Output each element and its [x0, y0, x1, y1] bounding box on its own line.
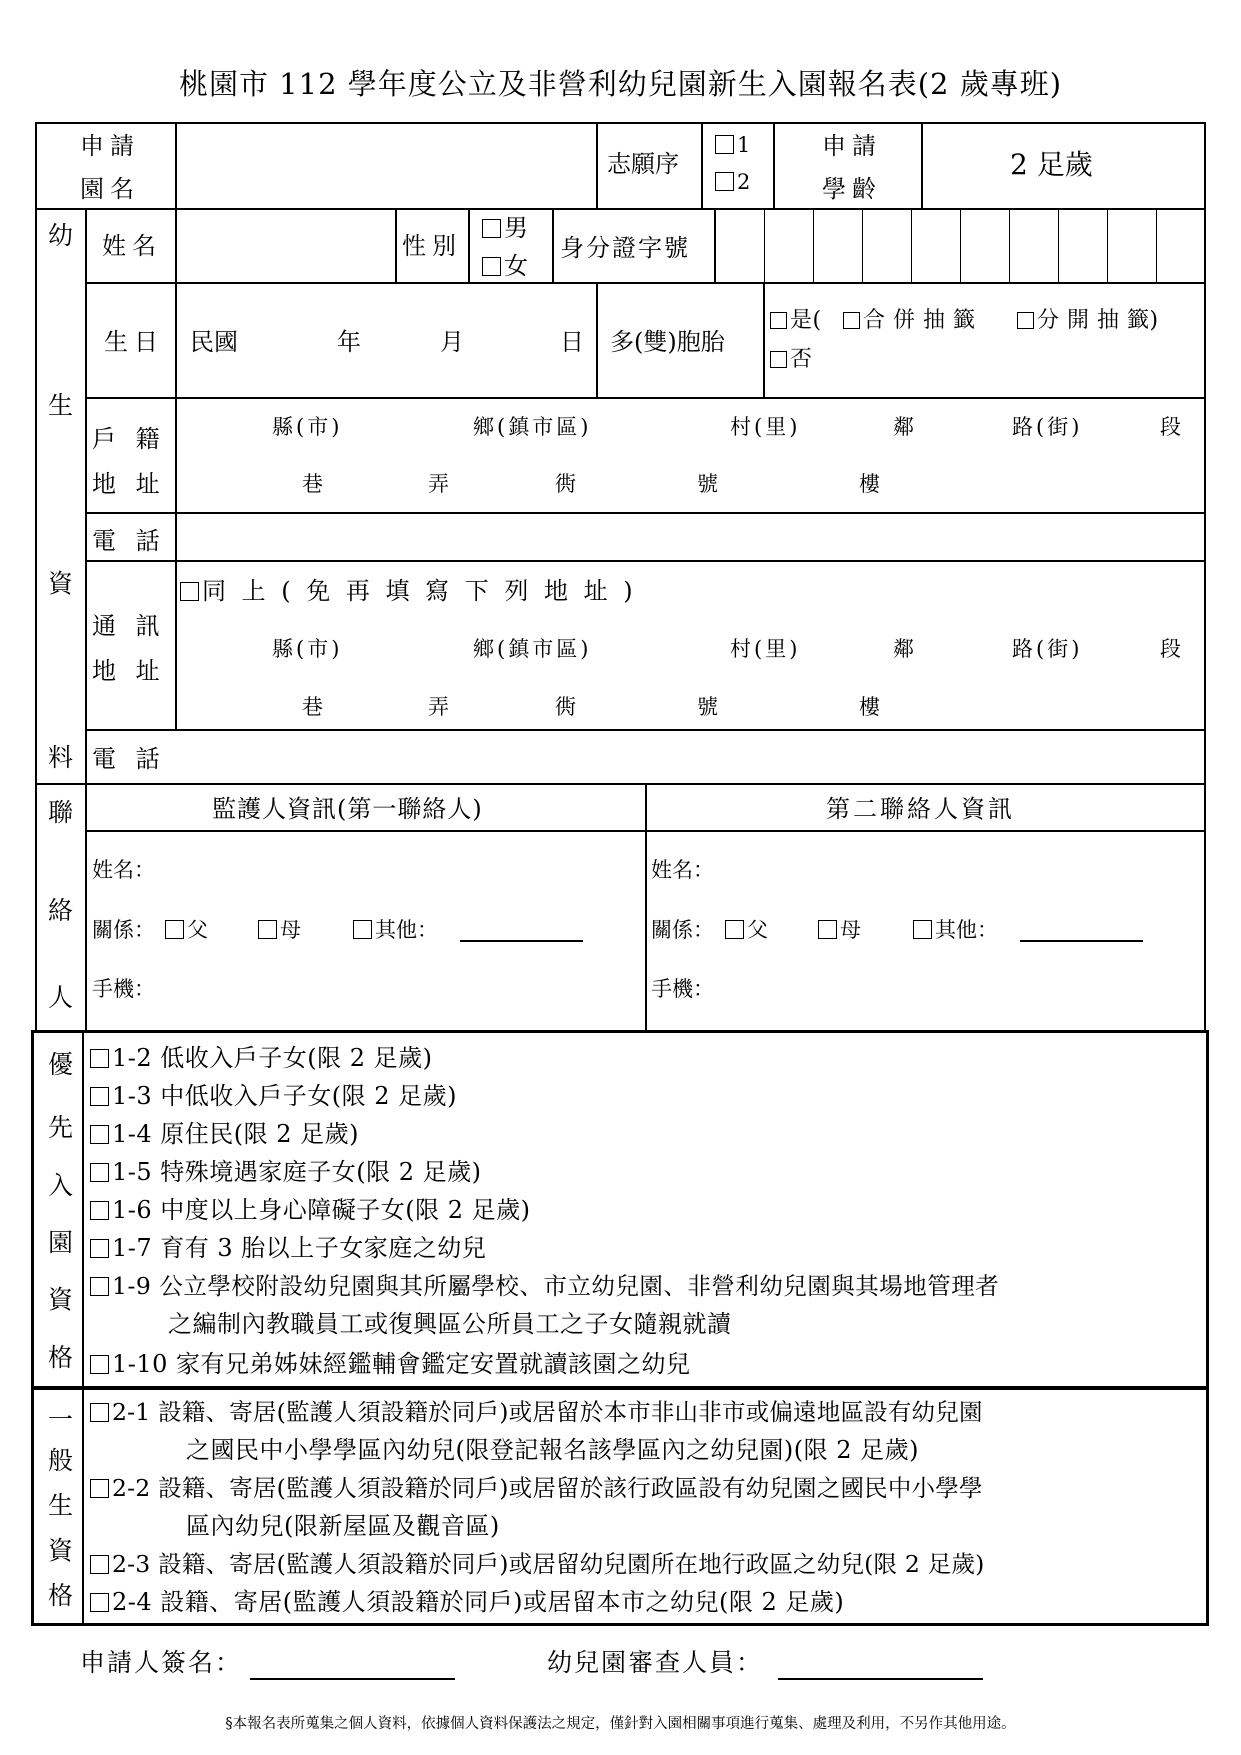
priority-section-char: 入 [48, 1171, 74, 1200]
checkbox-icon [90, 1403, 109, 1422]
checkbox-icon [258, 920, 277, 939]
checkbox-icon [353, 920, 372, 939]
general-item[interactable]: 2-4 設籍、寄居(監護人須設籍於同戶)或居留本市之幼兒(限 2 足歲) [90, 1588, 844, 1617]
second-name-field[interactable] [710, 852, 1190, 884]
twins-option-merge[interactable]: 合 併 抽 籤 [843, 308, 975, 334]
second-contact-header: 第二聯絡人資訊 [826, 795, 1015, 823]
household-address-label: 戶 籍 [92, 425, 166, 453]
kindergarten-name-field[interactable] [177, 124, 595, 208]
checkbox-icon [90, 1049, 109, 1068]
phone-field-2[interactable] [177, 731, 1203, 781]
checkbox-icon [90, 1125, 109, 1144]
age-value: 2 足歲 [1010, 148, 1093, 181]
child-section-char: 生 [48, 391, 74, 420]
birthday-era: 民國 [190, 328, 238, 356]
general-section-char: 生 [48, 1491, 74, 1520]
priority-item[interactable]: 1-9 公立學校附設幼兒園與其所屬學校、市立幼兒園、非營利幼兒園與其場地管理者 [90, 1272, 999, 1300]
guardian-relation-label: 關係： [92, 918, 155, 942]
child-section-char: 資 [48, 569, 74, 598]
applicant-signature-label: 申請人簽名： [80, 1648, 243, 1677]
checkbox-icon [90, 1239, 109, 1258]
checkbox-icon [90, 1355, 109, 1374]
gender-option-male[interactable]: 男 [482, 214, 528, 243]
general-section-char: 一 [48, 1405, 74, 1434]
checkbox-icon [818, 920, 837, 939]
age-label: 申請 [822, 132, 882, 160]
birthday-label: 生日 [104, 328, 164, 356]
age-label-2: 學齡 [822, 175, 882, 203]
form-title: 桃園市 112 學年度公立及非營利幼兒園新生入園報名表(2 歲專班) [178, 67, 1063, 101]
priority-item[interactable]: 1-4 原住民(限 2 足歲) [90, 1120, 359, 1149]
twins-option-no[interactable]: 否 [770, 347, 813, 373]
priority-item[interactable]: 1-5 特殊境遇家庭子女(限 2 足歲) [90, 1158, 482, 1187]
birthday-day[interactable]: 日 [560, 328, 584, 356]
apply-label: 申請 [80, 132, 140, 160]
checkbox-icon [725, 920, 744, 939]
twins-option-separate[interactable]: 分 開 抽 籤) [1017, 308, 1159, 334]
twins-option-yes[interactable]: 是( [770, 308, 822, 334]
privacy-note: §本報名表所蒐集之個人資料，依據個人資料保護法之規定，僅針對入園相關事項進行蒐集、處理及利用，不另作其他用途。 [225, 1716, 1016, 1732]
phone-field[interactable] [177, 514, 1203, 559]
second-relation-mother[interactable]: 母 [818, 918, 861, 943]
guardian-relation-father[interactable]: 父 [165, 918, 208, 943]
reviewer-signature-line[interactable] [778, 1678, 983, 1680]
checkbox-icon [90, 1087, 109, 1106]
priority-item[interactable]: 1-6 中度以上身心障礙子女(限 2 足歲) [90, 1196, 531, 1225]
checkbox-icon [90, 1555, 109, 1574]
second-other-underline[interactable] [1020, 940, 1143, 942]
checkbox-icon [482, 257, 501, 276]
general-section-char: 般 [48, 1446, 74, 1475]
checkbox-icon [90, 1479, 109, 1498]
checkbox-icon [843, 312, 860, 329]
child-name-field[interactable] [177, 210, 394, 281]
checkbox-icon [482, 219, 501, 238]
priority-item[interactable]: 1-2 低收入戶子女(限 2 足歲) [90, 1044, 433, 1073]
general-section-char: 格 [48, 1581, 74, 1610]
priority-section-char: 資 [48, 1285, 74, 1314]
contacts-section-char: 人 [48, 983, 74, 1012]
child-section-char: 幼 [48, 221, 74, 250]
priority-section-char: 園 [48, 1228, 74, 1257]
same-as-above-checkbox[interactable]: 同 上 ( 免 再 填 寫 下 列 地 址 ) [180, 577, 637, 606]
mailing-address-label: 通 訊 [92, 612, 166, 640]
checkbox-icon [913, 920, 932, 939]
contacts-section-char: 聯 [48, 798, 74, 827]
general-item[interactable]: 2-3 設籍、寄居(監護人須設籍於同戶)或居留幼兒園所在地行政區之幼兒(限 2 足歲) [90, 1550, 984, 1578]
checkbox-icon [165, 920, 184, 939]
priority-item[interactable]: 1-3 中低收入戶子女(限 2 足歲) [90, 1082, 457, 1111]
checkbox-icon [180, 582, 199, 601]
checkbox-icon [715, 172, 734, 191]
checkbox-icon [90, 1201, 109, 1220]
guardian-relation-mother[interactable]: 母 [258, 918, 301, 943]
preference-option-1[interactable]: 1 [715, 133, 750, 158]
second-name-label: 姓名： [651, 858, 714, 882]
checkbox-icon [770, 312, 787, 329]
priority-item[interactable]: 1-7 育有 3 胎以上子女家庭之幼兒 [90, 1234, 486, 1263]
applicant-signature-line[interactable] [250, 1678, 455, 1680]
checkbox-icon [90, 1163, 109, 1182]
guardian-name-field[interactable] [150, 852, 630, 884]
kindergarten-name-label: 園名 [80, 175, 140, 203]
priority-section-char: 格 [48, 1343, 74, 1372]
priority-item-continuation: 之編制內教職員工或復興區公所員工之子女隨親就讀 [168, 1310, 732, 1338]
phone-label-2: 電 話 [92, 745, 166, 773]
checkbox-icon [770, 351, 787, 368]
checkbox-icon [715, 135, 734, 154]
second-relation-father[interactable]: 父 [725, 918, 768, 943]
general-item-continuation: 區內幼兒(限新屋區及觀音區) [186, 1512, 500, 1540]
guardian-other-underline[interactable] [460, 940, 583, 942]
guardian-mobile-label: 手機： [92, 977, 155, 1001]
second-mobile-field[interactable] [710, 970, 1190, 1002]
preference-label: 志願序 [607, 150, 679, 178]
guardian-mobile-field[interactable] [150, 970, 630, 1002]
twins-label: 多(雙)胞胎 [610, 328, 725, 356]
household-address-label-2: 地 址 [92, 470, 166, 498]
mailing-address-label-2: 地 址 [92, 657, 166, 685]
birthday-month[interactable]: 月 [440, 328, 464, 356]
gender-label: 性別 [402, 232, 462, 260]
child-section-char: 料 [48, 743, 74, 772]
general-item[interactable]: 2-1 設籍、寄居(監護人須設籍於同戶)或居留於本市非山非市或偏遠地區設有幼兒園 [90, 1398, 983, 1426]
general-item-continuation: 之國民中小學學區內幼兒(限登記報名該學區內之幼兒園)(限 2 足歲) [186, 1436, 919, 1464]
checkbox-icon [1017, 312, 1034, 329]
priority-section-char: 先 [48, 1113, 74, 1142]
birthday-year[interactable]: 年 [337, 328, 361, 356]
priority-item[interactable]: 1-10 家有兄弟姊妹經鑑輔會鑑定安置就讀該園之幼兒 [90, 1350, 691, 1379]
general-section-char: 資 [48, 1536, 74, 1565]
guardian-header: 監護人資訊(第一聯絡人) [212, 795, 483, 823]
second-relation-label: 關係： [651, 918, 714, 942]
phone-label: 電 話 [92, 527, 166, 555]
second-mobile-label: 手機： [651, 977, 714, 1001]
reviewer-label: 幼兒園審查人員： [547, 1648, 764, 1677]
id-number-label: 身分證字號 [560, 234, 690, 262]
checkbox-icon [90, 1593, 109, 1612]
guardian-name-label: 姓名： [92, 858, 155, 882]
checkbox-icon [90, 1277, 109, 1296]
guardian-relation-other[interactable]: 其他： [353, 918, 438, 943]
contacts-section-char: 絡 [48, 896, 74, 925]
priority-section-char: 優 [48, 1050, 74, 1079]
general-item[interactable]: 2-2 設籍、寄居(監護人須設籍於同戶)或居留於該行政區設有幼兒園之國民中小學學 [90, 1474, 983, 1502]
second-relation-other[interactable]: 其他： [913, 918, 998, 943]
child-name-label: 姓名 [102, 232, 162, 260]
preference-option-2[interactable]: 2 [715, 170, 750, 195]
gender-option-female[interactable]: 女 [482, 252, 528, 281]
